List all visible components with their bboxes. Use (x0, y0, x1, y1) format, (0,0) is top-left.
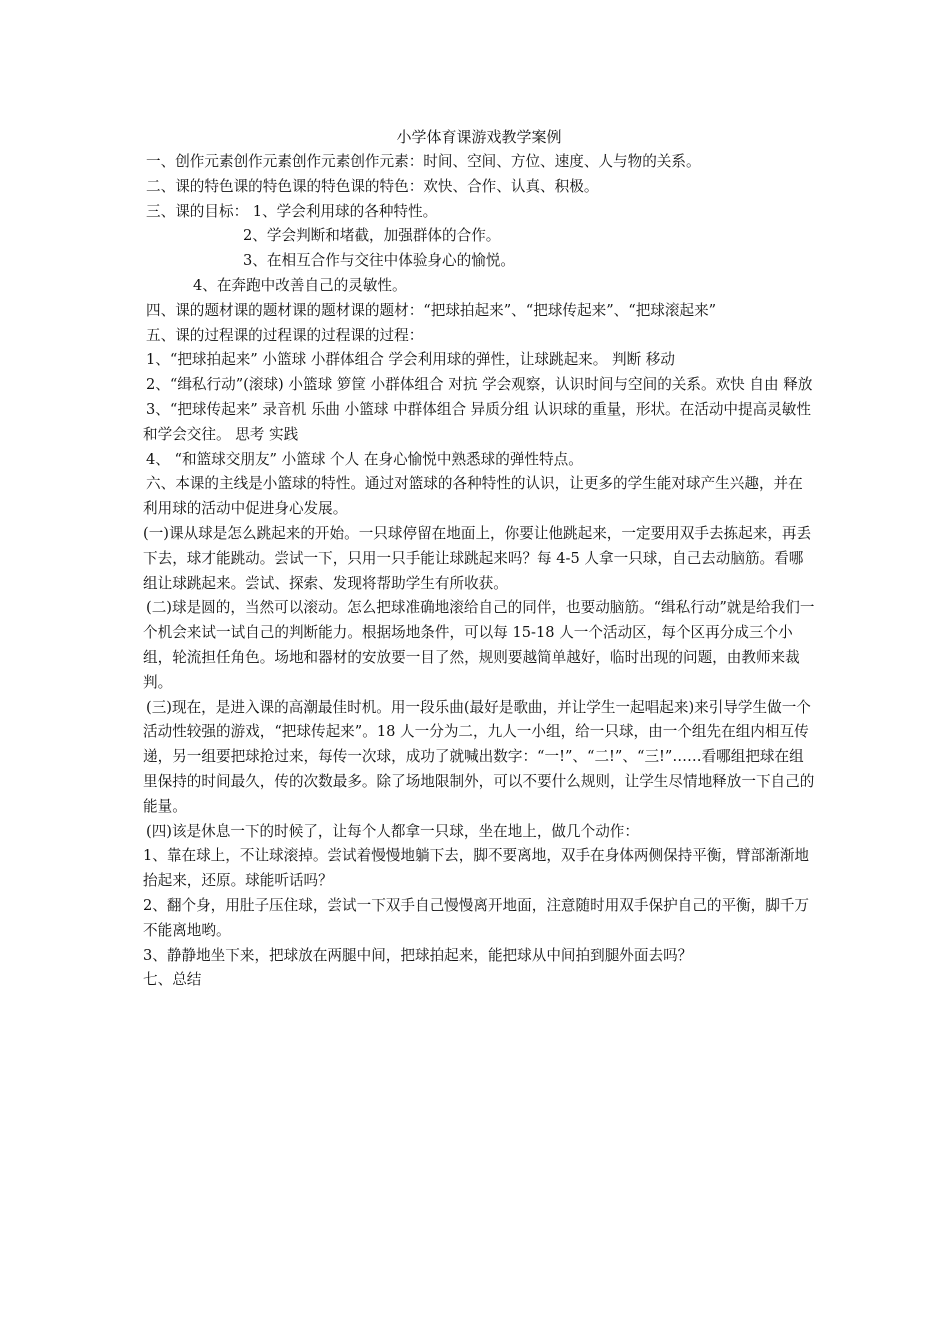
section-5-process: 五、课的过程课的过程课的过程课的过程： (146, 326, 424, 344)
section-1-elements: 一、创作元素创作元素创作元素创作元素：时间、空间、方位、速度、人与物的关系。 (146, 153, 701, 170)
goal-4: 4、在奔跑中改善自己的灵敏性。 (193, 276, 407, 294)
paragraph-part-2: (二)球是圆的，当然可以滚动。怎么把球准确地滚给自己的同伴，也要动脑筋。“缉私行动”就是给我们一个机会来试一试自己的判断能力。根据场地条件，可以每 15-18 人一个活动区，每个区再分成三个小组，轮流担任角色。场地和器材的安放要一目了然，规则要越简单越好，临时出现的问题，由教师来裁判。 (143, 599, 815, 691)
paragraph-part-1: (一)课从球是怎么跳起来的开始。一只球停留在地面上，你要让他跳起来，一定要用双手去拣起来，再丢下去，球才能跳动。尝试一下，只用一只手能让球跳起来吗？每 4-5 人拿一只球，自己去动脑筋。看哪组让球跳起来。尝试、探索、发现将帮助学生有所收获。 (143, 524, 812, 592)
goal-3: 3、在相互合作与交往中体验身心的愉悦。 (243, 252, 515, 270)
process-item-3: 3、“把球传起来” 录音机 乐曲 小篮球 中群体组合 异质分组 认识球的重量，形状。在活动中提高灵敏性和学会交往。 思考 实践 (143, 400, 811, 443)
process-item-1: 1、“把球拍起来” 小篮球 小群体组合 学会利用球的弹性，让球跳起来。 判断 移动 (146, 351, 675, 369)
section-4-topics: 四、课的题材课的题材课的题材课的题材：“把球拍起来”、“把球传起来”、“把球滚起来” (146, 301, 717, 319)
section-2-features: 二、课的特色课的特色课的特色课的特色：欢快、合作、认真、积极。 (146, 177, 599, 195)
paragraph-part-4: (四)该是休息一下的时候了，让每个人都拿一只球，坐在地上，做几个动作： (146, 822, 639, 840)
process-item-2: 2、“缉私行动”(滚球) 小篮球 箩筐 小群体组合 对抗 学会观察，认识时间与空间的关系。欢快 自由 释放 (146, 376, 813, 394)
process-item-4: 4、 “和篮球交朋友” 小篮球 个人 在身心愉悦中熟悉球的弹性特点。 (146, 450, 583, 468)
goal-2: 2、学会判断和堵截，加强群体的合作。 (243, 227, 501, 245)
rest-action-3: 3、静静地坐下来，把球放在两腿中间，把球拍起来，能把球从中间拍到腿外面去吗？ (143, 946, 693, 964)
section-7-summary: 七、总结 (143, 971, 202, 989)
paragraph-part-3: (三)现在，是进入课的高潮最佳时机。用一段乐曲(最好是歌曲，并让学生一起唱起来)来引导学生做一个活动性较强的游戏，“把球传起来”。18 人一分为二，九人一小组，给一只球，由一个组先在组内相互传递，另一组要把球抢过来，每传一次球，成功了就喊出数字：“一!”、“二!”、“三!”……看哪组把球在组里保持的时间最久，传的次数最多。除了场地限制外，可以不要什么规则，让学生尽情地释放一下自己的能量。 (143, 698, 815, 815)
document-title: 小学体育课游戏教学案例 (396, 128, 562, 146)
rest-action-1: 1、靠在球上，不让球滚掉。尝试着慢慢地躺下去，脚不要离地，双手在身体两侧保持平衡，臂部渐渐地抬起来，还原。球能听话吗？ (143, 847, 810, 890)
document-page (143, 124, 815, 993)
section-3-goals: 三、课的目标： 1、学会利用球的各种特性。 (146, 202, 438, 220)
rest-action-2: 2、翻个身，用肚子压住球，尝试一下双手自己慢慢离开地面，注意随时用双手保护自己的平衡，脚千万不能离地哟。 (143, 896, 810, 939)
section-6-mainline: 六、本课的主线是小篮球的特性。通过对篮球的各种特性的认识，让更多的学生能对球产生兴趣，并在利用球的活动中促进身心发展。 (143, 475, 803, 518)
